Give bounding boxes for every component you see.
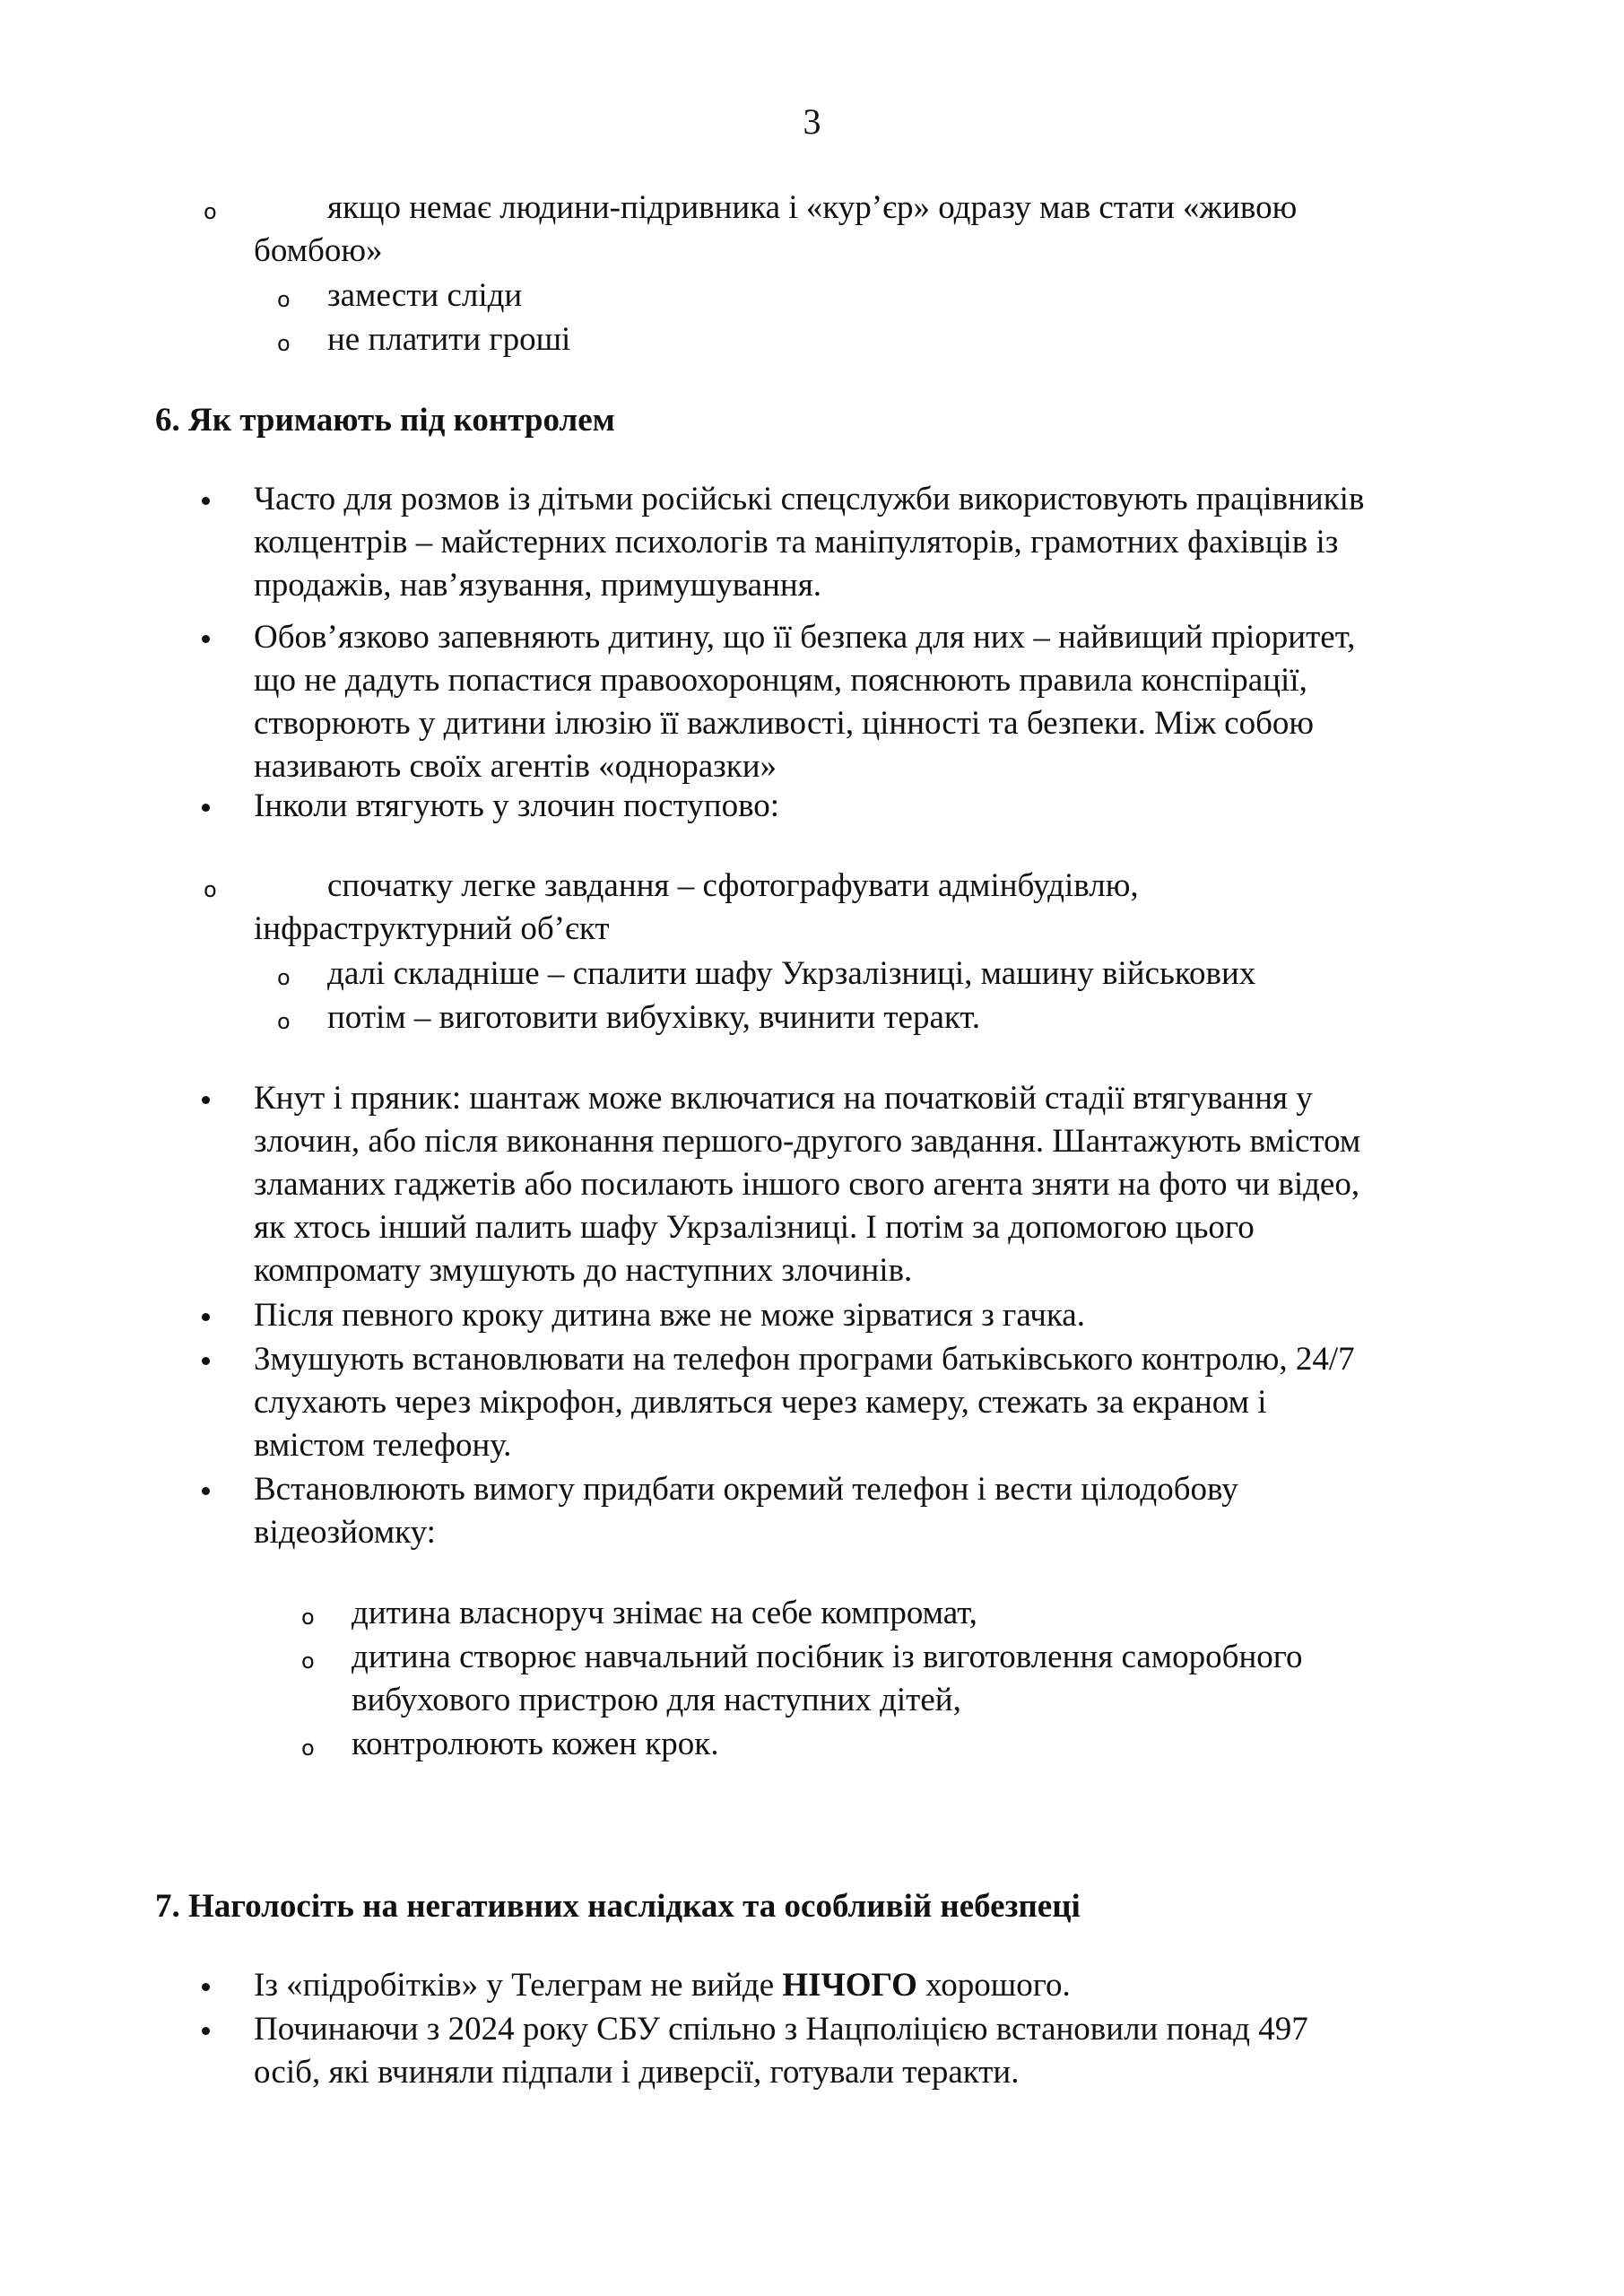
sub-list-item: o спочатку легке завдання – сфотографувати адмінбудівлю, інфраструктурний об’єкт	[254, 865, 1139, 951]
sub-list-item: o далі складніше – спалити шафу Укрзалізниці, машину військових	[327, 952, 1255, 996]
bullet-item: Часто для розмов із дітьми російські спецслужби використовують працівників колцентрів – майстерних психологів та маніпуляторів, грамотних фахівців із продажів, нав’язування, примушування.	[254, 478, 1364, 607]
emphasis-text: НІЧОГО	[782, 1967, 917, 2004]
bullet-item: Із «підробітків» у Телеграм не вийде НІЧОГО хорошого.	[254, 1964, 1071, 2007]
circle-bullet-icon: o	[277, 331, 291, 356]
bullet-dot-icon	[202, 1357, 210, 1365]
bullet-item: Починаючи з 2024 року СБУ спільно з Нацполіцією встановили понад 497 осіб, які вчиняли підпали і диверсії, готували теракти.	[254, 2008, 1308, 2094]
circle-bullet-icon: o	[277, 1009, 291, 1034]
bullet-dot-icon	[202, 804, 210, 812]
sub-list-item: o замести сліди	[327, 274, 522, 317]
section-6-heading: 6. Як тримають під контролем	[155, 402, 615, 439]
bullet-item: Кнут і пряник: шантаж може включатися на початковій стадії втягування у злочин, або після виконання першого-другого завдання. Шантажують вмістом зламаних гаджетів або посилають іншого свого агента зняти на фото чи відео, як хтось інший палить шафу Укрзалізниці. І потім за допомогою цього компромату змушують до наступних злочинів.	[254, 1077, 1360, 1292]
circle-bullet-icon: o	[301, 1648, 315, 1674]
sub-list-item: o дитина створює навчальний посібник із виготовлення саморобного вибухового пристрою для наступних дітей,	[352, 1636, 1303, 1722]
bullet-item: Інколи втягують у злочин поступово:	[254, 785, 779, 828]
circle-bullet-icon: o	[204, 877, 217, 902]
bullet-dot-icon	[202, 1487, 210, 1495]
bullet-dot-icon	[202, 1983, 210, 1991]
bullet-item: Після певного кроку дитина вже не може зірватися з гачка.	[254, 1294, 1085, 1337]
bullet-item: Змушують встановлювати на телефон програми батьківського контролю, 24/7 слухають через мікрофон, дивляться через камеру, стежать за екраном і вмістом телефону.	[254, 1338, 1355, 1467]
section-7-heading: 7. Наголосіть на негативних наслідках та особливій небезпеці	[155, 1888, 1081, 1925]
bullet-dot-icon	[202, 1096, 210, 1104]
sub-list-item: o контролюють кожен крок.	[352, 1723, 719, 1766]
sub-list-item: o не платити гроші	[327, 318, 570, 361]
sub-list-item: o потім – виготовити вибухівку, вчинити теракт.	[327, 996, 980, 1039]
bullet-dot-icon	[202, 2027, 210, 2035]
circle-bullet-icon: o	[277, 287, 291, 312]
sub-list-item: o якщо немає людини-підривника і «кур’єр» одразу мав стати «живою бомбою»	[254, 187, 1297, 273]
bullet-dot-icon	[202, 497, 210, 505]
bullet-dot-icon	[202, 1313, 210, 1321]
bullet-item: Встановлюють вимогу придбати окремий телефон і вести цілодобову відеозйомку:	[254, 1468, 1238, 1554]
circle-bullet-icon: o	[277, 965, 291, 990]
sub-list-item: o дитина власноруч знімає на себе компромат,	[352, 1592, 977, 1635]
circle-bullet-icon: o	[204, 199, 217, 224]
bullet-item: Обов’язково запевняють дитину, що її безпека для них – найвищий пріоритет, що не дадуть попастися правоохоронцям, пояснюють правила конспірації, створюють у дитини ілюзію її важливості, цінності та безпеки. Між собою називають своїх агентів «одноразки»	[254, 616, 1355, 788]
bullet-dot-icon	[202, 635, 210, 643]
circle-bullet-icon: o	[301, 1735, 315, 1761]
circle-bullet-icon: o	[301, 1605, 315, 1630]
page-number: 3	[803, 101, 821, 142]
